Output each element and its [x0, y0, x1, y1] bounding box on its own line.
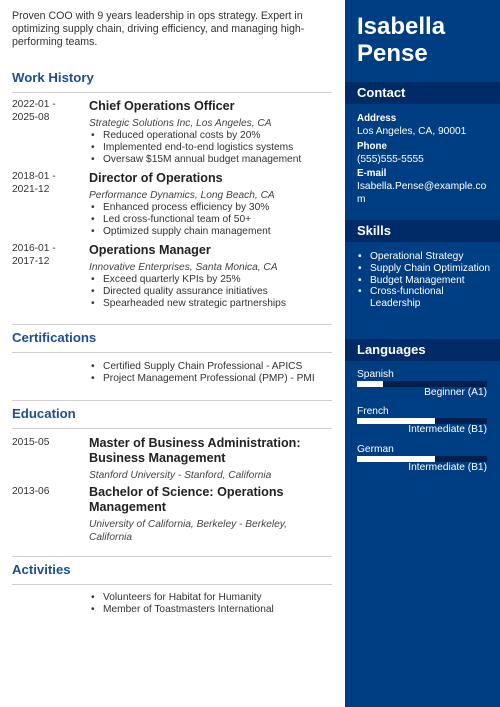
- job-company: Performance Dynamics, Long Beach, CA: [89, 190, 275, 201]
- language-level: Beginner (A1): [424, 387, 487, 398]
- section-title-work-history: Work History: [12, 70, 94, 85]
- phone-value: (555)555-5555: [357, 154, 424, 165]
- list-item: • Exceed quarterly KPIs by 25%: [89, 274, 332, 286]
- email-value[interactable]: Isabella.Pense@example.com: [357, 181, 487, 205]
- institution: Stanford University - Stanford, California: [89, 470, 272, 481]
- section-title-contact: Contact: [357, 85, 406, 100]
- list-item: • Project Management Professional (PMP) - PMI: [89, 373, 329, 385]
- work-details: [89, 98, 332, 167]
- work-dates: 2018-01 - 2021-12: [12, 171, 56, 195]
- address-value: Los Angeles, CA, 90001: [357, 126, 467, 137]
- section-title-certifications: Certifications: [12, 330, 97, 345]
- work-details: [89, 242, 332, 311]
- list-item: • Directed quality assurance initiatives: [89, 286, 332, 298]
- job-title: Director of Operations: [89, 171, 223, 185]
- education-details: [89, 436, 332, 482]
- language-name: German: [357, 444, 394, 455]
- list-item: • Certified Supply Chain Professional - APICS: [89, 361, 329, 373]
- work-dates: 2022-01 - 2025-08: [12, 99, 56, 123]
- list-item: • Enhanced process efficiency by 30%: [89, 202, 332, 214]
- section-title-languages: Languages: [357, 342, 426, 357]
- skills-list: [357, 251, 492, 310]
- job-achievements: [89, 130, 332, 167]
- job-achievements: [89, 202, 332, 239]
- language-name: French: [357, 406, 389, 417]
- section-divider: [12, 324, 332, 325]
- list-item: • Implemented end-to-end logistics systems: [89, 142, 332, 154]
- education-date: 2013-06: [12, 486, 50, 497]
- education-date: 2015-05: [12, 437, 50, 448]
- work-dates: 2016-01 - 2017-12: [12, 243, 56, 267]
- sidebar-header-contact: [345, 82, 500, 104]
- list-item: • Operational Strategy: [357, 251, 492, 263]
- section-title-education: Education: [12, 406, 76, 421]
- language-name: Spanish: [357, 369, 394, 380]
- section-divider: [12, 400, 332, 401]
- section-divider: [12, 556, 332, 557]
- section-divider: [12, 584, 332, 585]
- degree-title: Master of Business Administration: Business Management: [89, 436, 301, 465]
- sidebar-header-languages: [345, 339, 500, 361]
- first-name: Isabella: [357, 13, 446, 40]
- work-details: [89, 170, 332, 239]
- job-title: Operations Manager: [89, 243, 211, 257]
- degree-title: Bachelor of Science: Operations Management: [89, 485, 284, 514]
- list-item: • Member of Toastmasters International: [89, 604, 329, 616]
- sidebar: [345, 0, 500, 707]
- last-name: Pense: [357, 40, 428, 67]
- job-achievements: [89, 274, 332, 311]
- sidebar-header-skills: [345, 220, 500, 242]
- list-item: • Budget Management: [357, 275, 492, 287]
- institution: University of California, Berkeley - Berkeley, California: [89, 519, 287, 543]
- list-item: • Spearheaded new strategic partnerships: [89, 298, 332, 310]
- education-details: [89, 485, 332, 544]
- candidate-name: [357, 13, 445, 67]
- address-label: Address: [357, 113, 397, 124]
- list-item: • Supply Chain Optimization: [357, 263, 492, 275]
- list-item: • Oversaw $15M annual budget management: [89, 154, 332, 166]
- language-level: Intermediate (B1): [408, 462, 487, 473]
- job-title: Chief Operations Officer: [89, 99, 235, 113]
- list-item: • Reduced operational costs by 20%: [89, 130, 332, 142]
- list-item: • Cross-functional Leadership: [357, 286, 492, 310]
- language-proficiency-fill: [357, 381, 383, 387]
- section-title-activities: Activities: [12, 562, 71, 577]
- section-divider: [12, 352, 332, 353]
- activities-list: [89, 592, 329, 616]
- section-title-skills: Skills: [357, 223, 391, 238]
- job-company: Innovative Enterprises, Santa Monica, CA: [89, 262, 278, 273]
- language-level: Intermediate (B1): [408, 424, 487, 435]
- profile-summary: Proven COO with 9 years leadership in ops strategy. Expert in optimizing supply chain, driving efficiency, and managing high-performing teams.: [12, 10, 305, 48]
- section-divider: [12, 428, 332, 429]
- list-item: • Led cross-functional team of 50+: [89, 214, 332, 226]
- section-divider: [12, 92, 332, 93]
- job-company: Strategic Solutions Inc, Los Angeles, CA: [89, 118, 272, 129]
- email-label: E-mail: [357, 168, 387, 179]
- phone-label: Phone: [357, 141, 387, 152]
- list-item: • Volunteers for Habitat for Humanity: [89, 592, 329, 604]
- list-item: • Optimized supply chain management: [89, 226, 332, 238]
- certifications-list: [89, 361, 329, 385]
